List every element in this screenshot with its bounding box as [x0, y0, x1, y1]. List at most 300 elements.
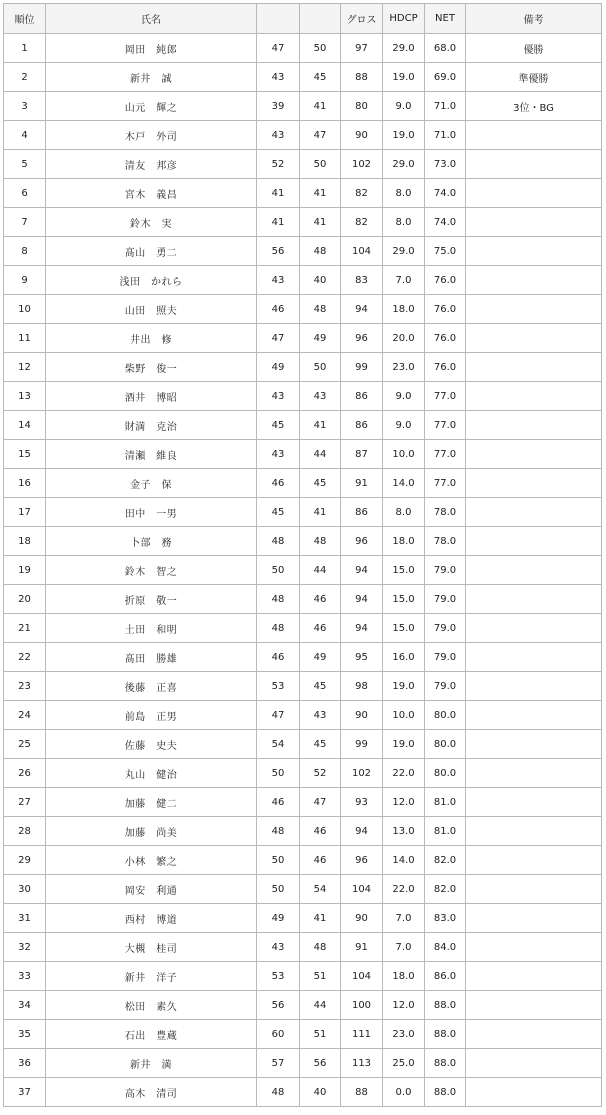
- in-score-cell: 50: [300, 150, 341, 179]
- note-cell: [466, 701, 602, 730]
- rank-cell: 22: [4, 643, 46, 672]
- net-score-cell: 74.0: [425, 208, 466, 237]
- player-name-cell: 柴野 俊一: [46, 353, 257, 382]
- rank-cell: 21: [4, 614, 46, 643]
- gross-score-cell: 87: [341, 440, 383, 469]
- note-cell: [466, 150, 602, 179]
- rank-cell: 23: [4, 672, 46, 701]
- gross-score-cell: 93: [341, 788, 383, 817]
- player-name-cell: 加藤 尚美: [46, 817, 257, 846]
- table-row: [4, 1078, 602, 1107]
- table-row: [4, 353, 602, 382]
- net-score-cell: 73.0: [425, 150, 466, 179]
- gross-score-cell: 94: [341, 614, 383, 643]
- handicap-cell: 23.0: [383, 353, 425, 382]
- player-name-cell: 髙田 勝雄: [46, 643, 257, 672]
- in-score-cell: 46: [300, 614, 341, 643]
- rank-cell: 34: [4, 991, 46, 1020]
- handicap-cell: 7.0: [383, 266, 425, 295]
- handicap-cell: 7.0: [383, 904, 425, 933]
- player-name-cell: 山田 照夫: [46, 295, 257, 324]
- gross-score-cell: 113: [341, 1049, 383, 1078]
- note-cell: 準優勝: [466, 63, 602, 92]
- gross-score-cell: 100: [341, 991, 383, 1020]
- out-score-cell: 48: [257, 585, 300, 614]
- table-row: [4, 266, 602, 295]
- in-score-cell: 47: [300, 121, 341, 150]
- handicap-cell: 9.0: [383, 382, 425, 411]
- in-score-cell: 41: [300, 208, 341, 237]
- rank-cell: 18: [4, 527, 46, 556]
- gross-score-cell: 91: [341, 933, 383, 962]
- net-score-cell: 76.0: [425, 266, 466, 295]
- out-score-cell: 43: [257, 63, 300, 92]
- out-score-cell: 60: [257, 1020, 300, 1049]
- net-score-cell: 80.0: [425, 701, 466, 730]
- handicap-cell: 7.0: [383, 933, 425, 962]
- note-cell: [466, 672, 602, 701]
- net-score-cell: 82.0: [425, 875, 466, 904]
- out-score-cell: 46: [257, 469, 300, 498]
- out-score-cell: 43: [257, 440, 300, 469]
- gross-score-cell: 98: [341, 672, 383, 701]
- out-score-cell: 49: [257, 904, 300, 933]
- out-score-cell: 48: [257, 1078, 300, 1107]
- rank-cell: 11: [4, 324, 46, 353]
- in-score-cell: 46: [300, 817, 341, 846]
- note-cell: [466, 875, 602, 904]
- net-score-cell: 88.0: [425, 1020, 466, 1049]
- note-cell: [466, 788, 602, 817]
- rank-cell: 5: [4, 150, 46, 179]
- table-row: [4, 1049, 602, 1078]
- net-score-cell: 88.0: [425, 991, 466, 1020]
- net-score-cell: 76.0: [425, 295, 466, 324]
- player-name-cell: 清友 邦彦: [46, 150, 257, 179]
- handicap-cell: 22.0: [383, 759, 425, 788]
- out-score-cell: 43: [257, 266, 300, 295]
- player-name-cell: 酒井 博昭: [46, 382, 257, 411]
- out-score-cell: 45: [257, 411, 300, 440]
- gross-score-cell: 94: [341, 585, 383, 614]
- table-row: [4, 643, 602, 672]
- header-row: [4, 4, 602, 34]
- handicap-cell: 14.0: [383, 469, 425, 498]
- net-score-cell: 81.0: [425, 817, 466, 846]
- handicap-cell: 8.0: [383, 179, 425, 208]
- out-score-cell: 49: [257, 353, 300, 382]
- gross-score-cell: 82: [341, 179, 383, 208]
- gross-score-cell: 99: [341, 353, 383, 382]
- net-score-cell: 74.0: [425, 179, 466, 208]
- rank-cell: 7: [4, 208, 46, 237]
- note-cell: [466, 498, 602, 527]
- note-cell: [466, 991, 602, 1020]
- note-cell: [466, 324, 602, 353]
- rank-cell: 2: [4, 63, 46, 92]
- rank-cell: 13: [4, 382, 46, 411]
- note-cell: [466, 527, 602, 556]
- gross-score-cell: 88: [341, 63, 383, 92]
- handicap-cell: 18.0: [383, 962, 425, 991]
- handicap-cell: 25.0: [383, 1049, 425, 1078]
- out-score-cell: 39: [257, 92, 300, 121]
- results-container: [3, 3, 605, 1107]
- note-cell: [466, 933, 602, 962]
- net-score-cell: 76.0: [425, 353, 466, 382]
- rank-cell: 30: [4, 875, 46, 904]
- player-name-cell: 新井 誠: [46, 63, 257, 92]
- header-hdcp: HDCP: [383, 4, 425, 34]
- player-name-cell: 新井 満: [46, 1049, 257, 1078]
- note-cell: [466, 382, 602, 411]
- gross-score-cell: 83: [341, 266, 383, 295]
- out-score-cell: 46: [257, 295, 300, 324]
- net-score-cell: 79.0: [425, 556, 466, 585]
- rank-cell: 37: [4, 1078, 46, 1107]
- handicap-cell: 29.0: [383, 34, 425, 63]
- player-name-cell: 髙山 勇二: [46, 237, 257, 266]
- player-name-cell: 後藤 正喜: [46, 672, 257, 701]
- header-name: 氏名: [46, 4, 257, 34]
- handicap-cell: 22.0: [383, 875, 425, 904]
- note-cell: [466, 962, 602, 991]
- out-score-cell: 43: [257, 121, 300, 150]
- note-cell: [466, 1020, 602, 1049]
- out-score-cell: 54: [257, 730, 300, 759]
- table-row: [4, 411, 602, 440]
- handicap-cell: 29.0: [383, 237, 425, 266]
- player-name-cell: 岡安 利通: [46, 875, 257, 904]
- gross-score-cell: 96: [341, 324, 383, 353]
- gross-score-cell: 80: [341, 92, 383, 121]
- rank-cell: 19: [4, 556, 46, 585]
- net-score-cell: 69.0: [425, 63, 466, 92]
- note-cell: [466, 1049, 602, 1078]
- handicap-cell: 0.0: [383, 1078, 425, 1107]
- in-score-cell: 45: [300, 469, 341, 498]
- out-score-cell: 41: [257, 208, 300, 237]
- table-row: [4, 730, 602, 759]
- in-score-cell: 43: [300, 701, 341, 730]
- in-score-cell: 49: [300, 643, 341, 672]
- player-name-cell: 松田 素久: [46, 991, 257, 1020]
- handicap-cell: 15.0: [383, 614, 425, 643]
- net-score-cell: 78.0: [425, 498, 466, 527]
- rank-cell: 20: [4, 585, 46, 614]
- gross-score-cell: 111: [341, 1020, 383, 1049]
- note-cell: [466, 353, 602, 382]
- table-row: [4, 92, 602, 121]
- gross-score-cell: 86: [341, 498, 383, 527]
- gross-score-cell: 94: [341, 817, 383, 846]
- net-score-cell: 82.0: [425, 846, 466, 875]
- rank-cell: 1: [4, 34, 46, 63]
- header-out: [257, 4, 300, 34]
- in-score-cell: 41: [300, 904, 341, 933]
- player-name-cell: 木戸 外司: [46, 121, 257, 150]
- rank-cell: 36: [4, 1049, 46, 1078]
- note-cell: [466, 237, 602, 266]
- net-score-cell: 79.0: [425, 585, 466, 614]
- note-cell: [466, 904, 602, 933]
- out-score-cell: 50: [257, 759, 300, 788]
- table-row: [4, 701, 602, 730]
- rank-cell: 9: [4, 266, 46, 295]
- handicap-cell: 15.0: [383, 556, 425, 585]
- note-cell: [466, 556, 602, 585]
- results-body: [4, 34, 602, 1107]
- note-cell: [466, 208, 602, 237]
- player-name-cell: 井出 修: [46, 324, 257, 353]
- rank-cell: 16: [4, 469, 46, 498]
- handicap-cell: 9.0: [383, 411, 425, 440]
- in-score-cell: 44: [300, 556, 341, 585]
- player-name-cell: 財満 克治: [46, 411, 257, 440]
- handicap-cell: 12.0: [383, 991, 425, 1020]
- in-score-cell: 52: [300, 759, 341, 788]
- note-cell: [466, 643, 602, 672]
- header-note: 備考: [466, 4, 602, 34]
- player-name-cell: 新井 洋子: [46, 962, 257, 991]
- rank-cell: 29: [4, 846, 46, 875]
- gross-score-cell: 97: [341, 34, 383, 63]
- header-gross: グロス: [341, 4, 383, 34]
- net-score-cell: 71.0: [425, 92, 466, 121]
- table-row: [4, 759, 602, 788]
- table-row: [4, 991, 602, 1020]
- rank-cell: 10: [4, 295, 46, 324]
- in-score-cell: 40: [300, 266, 341, 295]
- out-score-cell: 50: [257, 556, 300, 585]
- note-cell: [466, 1078, 602, 1107]
- player-name-cell: 佐藤 史夫: [46, 730, 257, 759]
- net-score-cell: 84.0: [425, 933, 466, 962]
- in-score-cell: 44: [300, 440, 341, 469]
- in-score-cell: 44: [300, 991, 341, 1020]
- table-row: [4, 585, 602, 614]
- gross-score-cell: 94: [341, 556, 383, 585]
- player-name-cell: 岡田 純郎: [46, 34, 257, 63]
- gross-score-cell: 102: [341, 759, 383, 788]
- table-row: [4, 295, 602, 324]
- handicap-cell: 29.0: [383, 150, 425, 179]
- in-score-cell: 45: [300, 730, 341, 759]
- net-score-cell: 78.0: [425, 527, 466, 556]
- player-name-cell: 石出 豊蔵: [46, 1020, 257, 1049]
- in-score-cell: 54: [300, 875, 341, 904]
- gross-score-cell: 91: [341, 469, 383, 498]
- note-cell: [466, 730, 602, 759]
- in-score-cell: 48: [300, 237, 341, 266]
- table-row: [4, 179, 602, 208]
- player-name-cell: 卜部 務: [46, 527, 257, 556]
- net-score-cell: 77.0: [425, 440, 466, 469]
- player-name-cell: 金子 保: [46, 469, 257, 498]
- handicap-cell: 8.0: [383, 498, 425, 527]
- net-score-cell: 79.0: [425, 614, 466, 643]
- net-score-cell: 80.0: [425, 730, 466, 759]
- net-score-cell: 77.0: [425, 382, 466, 411]
- in-score-cell: 41: [300, 411, 341, 440]
- out-score-cell: 56: [257, 237, 300, 266]
- table-row: [4, 237, 602, 266]
- table-row: [4, 846, 602, 875]
- out-score-cell: 56: [257, 991, 300, 1020]
- gross-score-cell: 90: [341, 904, 383, 933]
- in-score-cell: 47: [300, 788, 341, 817]
- note-cell: [466, 411, 602, 440]
- gross-score-cell: 95: [341, 643, 383, 672]
- out-score-cell: 43: [257, 382, 300, 411]
- gross-score-cell: 90: [341, 121, 383, 150]
- net-score-cell: 76.0: [425, 324, 466, 353]
- note-cell: [466, 295, 602, 324]
- player-name-cell: 田中 一男: [46, 498, 257, 527]
- player-name-cell: 山元 輝之: [46, 92, 257, 121]
- in-score-cell: 48: [300, 933, 341, 962]
- player-name-cell: 西村 博道: [46, 904, 257, 933]
- table-row: [4, 498, 602, 527]
- table-row: [4, 672, 602, 701]
- handicap-cell: 19.0: [383, 63, 425, 92]
- in-score-cell: 48: [300, 295, 341, 324]
- header-net: NET: [425, 4, 466, 34]
- in-score-cell: 48: [300, 527, 341, 556]
- in-score-cell: 45: [300, 63, 341, 92]
- table-row: [4, 556, 602, 585]
- handicap-cell: 18.0: [383, 527, 425, 556]
- table-row: [4, 34, 602, 63]
- out-score-cell: 52: [257, 150, 300, 179]
- in-score-cell: 46: [300, 585, 341, 614]
- handicap-cell: 14.0: [383, 846, 425, 875]
- note-cell: [466, 179, 602, 208]
- note-cell: [466, 759, 602, 788]
- out-score-cell: 45: [257, 498, 300, 527]
- player-name-cell: 鈴木 智之: [46, 556, 257, 585]
- net-score-cell: 81.0: [425, 788, 466, 817]
- net-score-cell: 79.0: [425, 672, 466, 701]
- in-score-cell: 46: [300, 846, 341, 875]
- rank-cell: 31: [4, 904, 46, 933]
- in-score-cell: 41: [300, 498, 341, 527]
- gross-score-cell: 96: [341, 527, 383, 556]
- gross-score-cell: 102: [341, 150, 383, 179]
- out-score-cell: 57: [257, 1049, 300, 1078]
- handicap-cell: 19.0: [383, 121, 425, 150]
- net-score-cell: 88.0: [425, 1078, 466, 1107]
- handicap-cell: 13.0: [383, 817, 425, 846]
- rank-cell: 12: [4, 353, 46, 382]
- out-score-cell: 50: [257, 875, 300, 904]
- out-score-cell: 48: [257, 527, 300, 556]
- note-cell: [466, 817, 602, 846]
- handicap-cell: 19.0: [383, 672, 425, 701]
- player-name-cell: 小林 繁之: [46, 846, 257, 875]
- note-cell: [466, 440, 602, 469]
- note-cell: [466, 266, 602, 295]
- net-score-cell: 68.0: [425, 34, 466, 63]
- handicap-cell: 18.0: [383, 295, 425, 324]
- table-row: [4, 63, 602, 92]
- in-score-cell: 43: [300, 382, 341, 411]
- out-score-cell: 53: [257, 672, 300, 701]
- out-score-cell: 53: [257, 962, 300, 991]
- handicap-cell: 15.0: [383, 585, 425, 614]
- player-name-cell: 鈴木 実: [46, 208, 257, 237]
- out-score-cell: 43: [257, 933, 300, 962]
- rank-cell: 33: [4, 962, 46, 991]
- handicap-cell: 10.0: [383, 440, 425, 469]
- net-score-cell: 77.0: [425, 469, 466, 498]
- player-name-cell: 清瀬 維良: [46, 440, 257, 469]
- rank-cell: 17: [4, 498, 46, 527]
- handicap-cell: 23.0: [383, 1020, 425, 1049]
- handicap-cell: 10.0: [383, 701, 425, 730]
- out-score-cell: 46: [257, 643, 300, 672]
- gross-score-cell: 86: [341, 411, 383, 440]
- header-rank: 順位: [4, 4, 46, 34]
- table-row: [4, 875, 602, 904]
- player-name-cell: 折原 敬一: [46, 585, 257, 614]
- table-row: [4, 817, 602, 846]
- results-table: [3, 3, 602, 1107]
- gross-score-cell: 94: [341, 295, 383, 324]
- table-row: [4, 788, 602, 817]
- out-score-cell: 48: [257, 817, 300, 846]
- table-row: [4, 614, 602, 643]
- gross-score-cell: 104: [341, 875, 383, 904]
- table-row: [4, 527, 602, 556]
- table-row: [4, 324, 602, 353]
- out-score-cell: 41: [257, 179, 300, 208]
- table-row: [4, 382, 602, 411]
- table-row: [4, 933, 602, 962]
- in-score-cell: 50: [300, 353, 341, 382]
- net-score-cell: 75.0: [425, 237, 466, 266]
- net-score-cell: 88.0: [425, 1049, 466, 1078]
- gross-score-cell: 90: [341, 701, 383, 730]
- player-name-cell: 加藤 健二: [46, 788, 257, 817]
- header-in: [300, 4, 341, 34]
- in-score-cell: 41: [300, 92, 341, 121]
- out-score-cell: 47: [257, 34, 300, 63]
- note-cell: [466, 614, 602, 643]
- player-name-cell: 浅田 かれら: [46, 266, 257, 295]
- out-score-cell: 48: [257, 614, 300, 643]
- rank-cell: 26: [4, 759, 46, 788]
- handicap-cell: 12.0: [383, 788, 425, 817]
- player-name-cell: 丸山 健治: [46, 759, 257, 788]
- net-score-cell: 79.0: [425, 643, 466, 672]
- player-name-cell: 大槻 桂司: [46, 933, 257, 962]
- in-score-cell: 40: [300, 1078, 341, 1107]
- rank-cell: 3: [4, 92, 46, 121]
- gross-score-cell: 82: [341, 208, 383, 237]
- table-row: [4, 904, 602, 933]
- handicap-cell: 20.0: [383, 324, 425, 353]
- handicap-cell: 9.0: [383, 92, 425, 121]
- in-score-cell: 45: [300, 672, 341, 701]
- table-row: [4, 121, 602, 150]
- note-cell: [466, 121, 602, 150]
- in-score-cell: 50: [300, 34, 341, 63]
- in-score-cell: 51: [300, 962, 341, 991]
- gross-score-cell: 86: [341, 382, 383, 411]
- out-score-cell: 50: [257, 846, 300, 875]
- out-score-cell: 47: [257, 324, 300, 353]
